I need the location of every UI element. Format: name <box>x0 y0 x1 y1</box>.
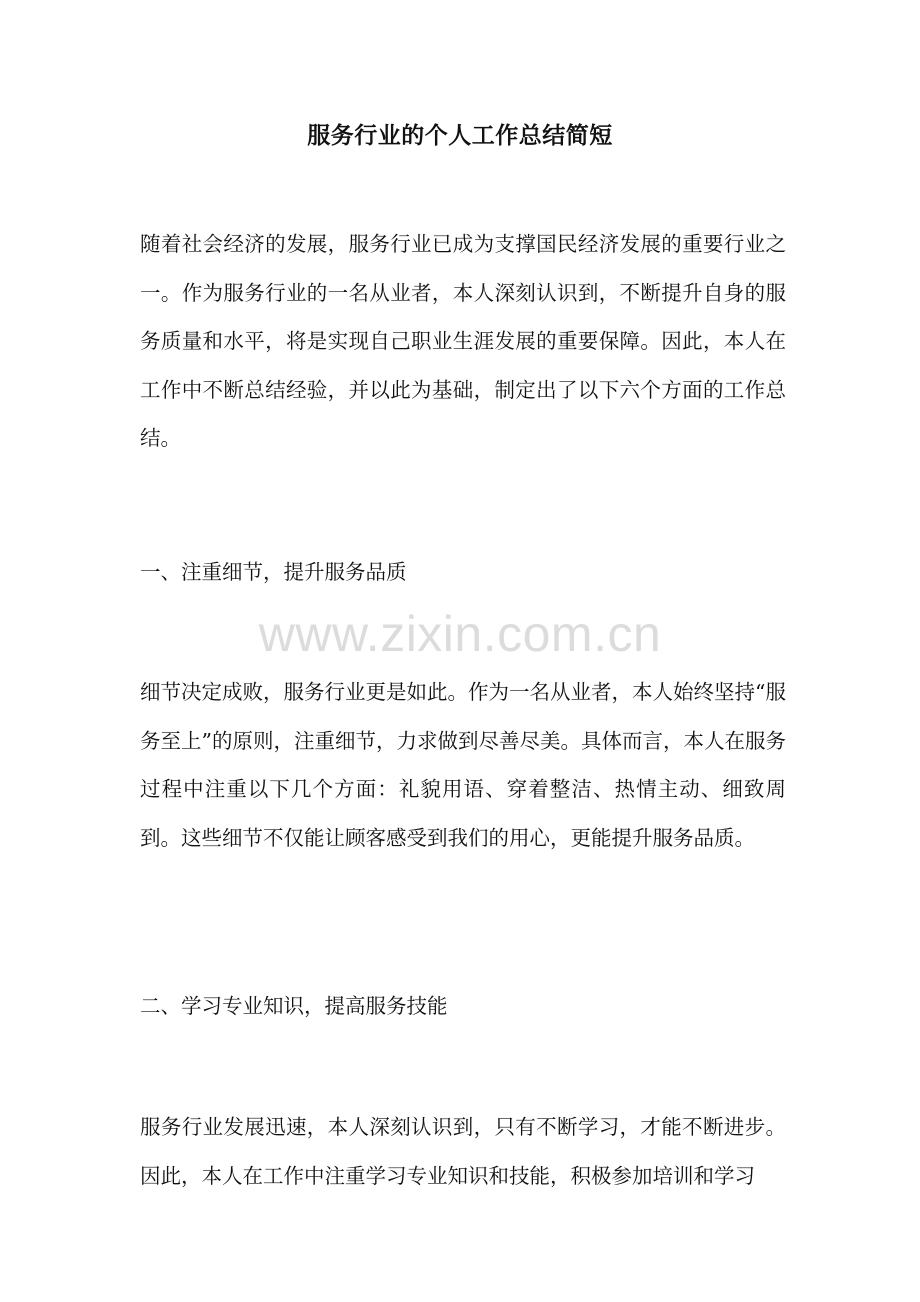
intro-paragraph: 随着社会经济的发展，服务行业已成为支撑国民经济发展的重要行业之一。作为服务行业的一名从业者，本人深刻认识到，不断提升自身的服务质量和水平，将是实现自己职业生涯发展的重要保障。因此，本人在工作中不断总结经验，并以此为基础，制定出了以下六个方面的工作总结。 <box>140 232 786 450</box>
section-body-1: 细节决定成败，服务行业更是如此。作为一名从业者，本人始终坚持“服务至上”的原则，注重细节，力求做到尽善尽美。具体而言，本人在服务过程中注重以下几个方面：礼貌用语、穿着整洁、热情主动、细致周到。这些细节不仅能让顾客感受到我们的用心，更能提升服务品质。 <box>140 680 786 850</box>
section-heading-2: 二、学习专业知识，提高服务技能 <box>140 994 448 1018</box>
section-body-2: 服务行业发展迅速，本人深刻认识到，只有不断学习，才能不断进步。因此，本人在工作中注重学习专业知识和技能，积极参加培训和学习 <box>140 1115 786 1188</box>
document-title: 服务行业的个人工作总结简短 <box>307 122 613 149</box>
section-heading-1: 一、注重细节，提升服务品质 <box>140 560 407 584</box>
watermark: www.zixin.com.cn <box>258 606 662 662</box>
